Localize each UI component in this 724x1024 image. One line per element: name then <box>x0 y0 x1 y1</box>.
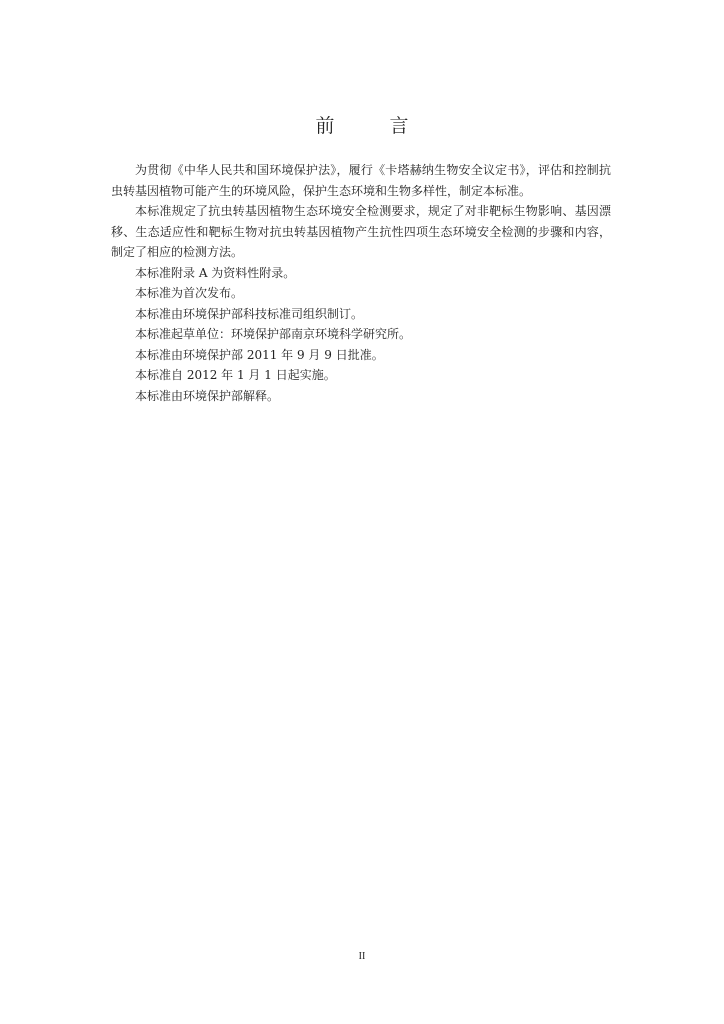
paragraph-approval: 本标准由环境保护部 2011 年 9 月 9 日批准。 <box>135 347 384 362</box>
paragraph-purpose: 为贯彻《中华人民共和国环境保护法》，履行《卡塔赫纳生物安全议定书》，评估和控制抗虫转基因植物可能产生的环境风险，保护生态环境和生物多样性，制定本标准。 <box>111 163 611 198</box>
foreword-body <box>111 160 611 406</box>
page-title: 前 言 <box>315 115 427 137</box>
paragraph-interpretation: 本标准由环境保护部解释。 <box>135 388 280 403</box>
paragraph-scope: 本标准规定了抗虫转基因植物生态环境安全检测要求，规定了对非靶标生物影响、基因漂移、生态适应性和靶标生物对抗虫转基因植物产生抗性四项生态环境安全检测的步骤和内容，制定了相应的检测方法。 <box>111 204 611 259</box>
paragraph-first-release: 本标准为首次发布。 <box>135 286 244 300</box>
page-number: II <box>358 951 366 962</box>
paragraph-effective-date: 本标准自 2012 年 1 月 1 日起实施。 <box>135 368 336 382</box>
paragraph-organizer: 本标准由环境保护部科技标准司组织制订。 <box>135 306 364 321</box>
paragraph-appendix: 本标准附录 A 为资料性附录。 <box>135 265 296 280</box>
paragraph-drafting-unit: 本标准起草单位：环境保护部南京环境科学研究所。 <box>135 327 412 341</box>
